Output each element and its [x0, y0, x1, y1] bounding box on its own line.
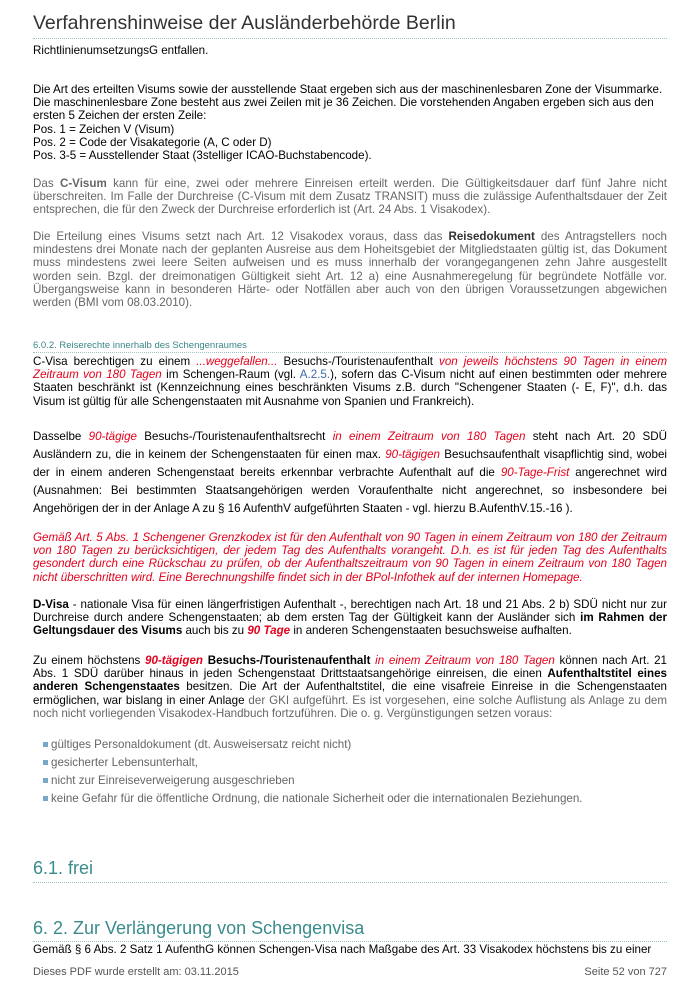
- subsection-divider: [33, 352, 667, 353]
- section-heading-6-1: 6.1. frei: [33, 858, 94, 878]
- dasselbe-paragraph: Dasselbe 90-tägige Besuchs-/Touristenaufenthaltsrecht in einem Zeitraum von 180 Tagen steht nach Art. 20 SDÜ Ausländern zu, die in keinem der Schengenstaaten für einen max. 90-tägigen Besuchsaufenthalt visapflichtig sind, wobei der in einem anderen Schengenstaat bereits erkennbar verbrachte Aufenthalt auf die 90-Tage-Frist angerechnet wird (Ausnahmen: Bei bestimmten Staatsangehörigen werden Voraufenthalte nicht angerechnet, so insbesondere bei Angehörigen der in der Anlage A zu § 16 AufenthV aufgeführten Staaten - vgl. hierzu B.AufenthV.15.-16 ).: [33, 430, 667, 515]
- visa-zone-paragraph: [33, 83, 667, 162]
- visa-zone-line-1: Die Art des erteilten Visums sowie der ausstellende Staat ergeben sich aus der maschinenlesbaren Zone der Visummarke.: [33, 83, 663, 96]
- subsection-heading: 6.0.2. Reiserechte innerhalb des Schengenraumes: [33, 340, 247, 351]
- bullet-square-icon: [43, 742, 48, 747]
- page-header-title: Verfahrenshinweise der Ausländerbehörde Berlin: [33, 12, 456, 34]
- list-item: keine Gefahr für die öffentliche Ordnung, die nationale Sicherheit oder die internationalen Beziehungen.: [43, 792, 663, 810]
- page-footer: [33, 966, 667, 978]
- visa-zone-pos-3: Pos. 3-5 = Ausstellender Staat (3stelliger ICAO-Buchstabencode).: [33, 149, 372, 163]
- hoechstens-paragraph: Zu einem höchstens 90-tägigen Besuchs-/Touristenaufenthalt in einem Zeitraum von 180 Tagen können nach Art. 21 Abs. 1 SDÜ darüber hinaus in jeden Schengenstaat Drittstaatsangehörige einreisen, die einen Aufenthaltstitel eines anderen Schengenstaates besitzen. Die Art der Aufenthaltstitel, die eine visafreie Einreise in die Schengenstaaten ermöglichen, war bislang in einer Anlage der GKI aufgeführt. Es ist vorgesehen, eine solche Auflistung als Anlage zu dem noch nicht vorliegenden Visakodex-Handbuch fortzuführen. Die o. g. Vergünstigungen setzen voraus:: [33, 654, 668, 720]
- footer-page-number: Seite 52 von 727: [584, 966, 667, 978]
- list-item: gesicherter Lebensunterhalt,: [43, 756, 663, 774]
- visa-zone-pos-1: Pos. 1 = Zeichen V (Visum): [33, 122, 175, 136]
- bullet-square-icon: [43, 796, 48, 801]
- schengen-extension-paragraph: Gemäß § 6 Abs. 2 Satz 1 AufenthG können Schengen-Visa nach Maßgabe des Art. 33 Visakodex höchstens bis zu einer: [33, 943, 652, 956]
- erteilung-paragraph: Die Erteilung eines Visums setzt nach Art. 12 Visakodex voraus, dass das Reisedokument des Antragstellers noch mindestens drei Monate nach der geplanten Ausreise aus dem Hoheitsgebiet der Mitgliedstaaten gültig ist, das Dokument muss mindestens zwei leere Seiten aufweisen und es muss innerhalb der vorangegangenen zehn Jahre ausgestellt worden sein. Bzgl. der dreimonatigen Gültigkeit sieht Art. 12 a) eine Ausnahmeregelung für begründete Notfälle vor. Übergangsweise kann in besonderen Härte- oder Notfällen aber auch von den übrigen Voraussetzungen abgewichen werden (BMI vom 08.03.2010).: [33, 230, 667, 310]
- link-a-2-5[interactable]: A.2.5.: [299, 368, 331, 382]
- list-item: gültiges Personaldokument (dt. Ausweisersatz reicht nicht): [43, 738, 663, 756]
- section-divider: [33, 941, 667, 942]
- visa-zone-line-2: Die maschinenlesbare Zone besteht aus zwei Zeilen mit je 36 Zeichen. Die vorstehenden Angaben ergeben sich aus den: [33, 96, 654, 110]
- section-divider: [33, 882, 667, 883]
- c-visa-paragraph: C-Visa berechtigen zu einem ...weggefallen... Besuchs-/Touristenaufenthalt von jeweils höchstens 90 Tagen in einem Zeitraum von 180 Tagen im Schengen-Raum (vgl. A.2.5.), sofern das C-Visum nicht auf einen bestimmten oder mehrere Staaten beschränkt ist (Kennzeichnung eines beschränkten Visums z.B. durch "Schengener Staaten (- E, F)", d.h. das Visum ist gültig für alle Schengenstaaten mit Ausnahme von Spanien und Frankreich).: [33, 355, 667, 408]
- visa-zone-pos-2: Pos. 2 = Code der Visakategorie (A, C oder D): [33, 135, 272, 149]
- d-visa-paragraph: D-Visa - nationale Visa für einen längerfristigen Aufenthalt -, berechtigen nach Art. 18 und 21 Abs. 2 b) SDÜ nicht nur zur Durchreise durch andere Schengenstaaten; ab dem ersten Tag der Gültigkeit kann der Ausländer sich im Rahmen der Geltungsdauer des Visums auch bis zu 90 Tage in anderen Schengenstaaten besuchsweise aufhalten.: [33, 598, 667, 638]
- list-item: nicht zur Einreiseverweigerung ausgeschrieben: [43, 774, 663, 792]
- visa-zone-line-3: ersten 5 Zeichen der ersten Zeile:: [33, 109, 207, 123]
- intro-paragraph: RichtlinienumsetzungsG entfallen.: [33, 44, 209, 57]
- requirements-list: [43, 738, 663, 810]
- section-heading-6-2: 6. 2. Zur Verlängerung von Schengenvisa: [33, 918, 365, 938]
- grenzkodex-paragraph: Gemäß Art. 5 Abs. 1 Schengener Grenzkodex ist für den Aufenthalt von 90 Tagen in einem Zeitraum von 180 der Zeitraum von 180 Tagen zu berücksichtigen, der jedem Tag des Aufenthalts vorangeht. D.h. es ist für jeden Tag des Aufenthalts gesondert durch eine Rückschau zu prüfen, ob der Aufenthaltszeitraum von 90 Tagen in einem Zeitraum von 180 Tagen nicht überschritten wird. Eine Berechnungshilfe findet sich in der BPol-Infothek auf der internen Homepage.: [33, 531, 667, 584]
- footer-created-date: Dieses PDF wurde erstellt am: 03.11.2015: [33, 966, 239, 978]
- header-divider: [33, 38, 667, 39]
- bullet-square-icon: [43, 778, 48, 783]
- bullet-square-icon: [43, 760, 48, 765]
- c-visum-paragraph: Das C-Visum kann für eine, zwei oder mehrere Einreisen erteilt werden. Die Gültigkeitsdauer darf fünf Jahre nicht überschreiten. Im Falle der Durchreise (C-Visum mit dem Zusatz TRANSIT) muss die zulässige Aufenthaltsdauer der Zeit entsprechen, die für den Zweck der Durchreise erforderlich ist (Art. 24 Abs. 1 Visakodex).: [33, 177, 667, 217]
